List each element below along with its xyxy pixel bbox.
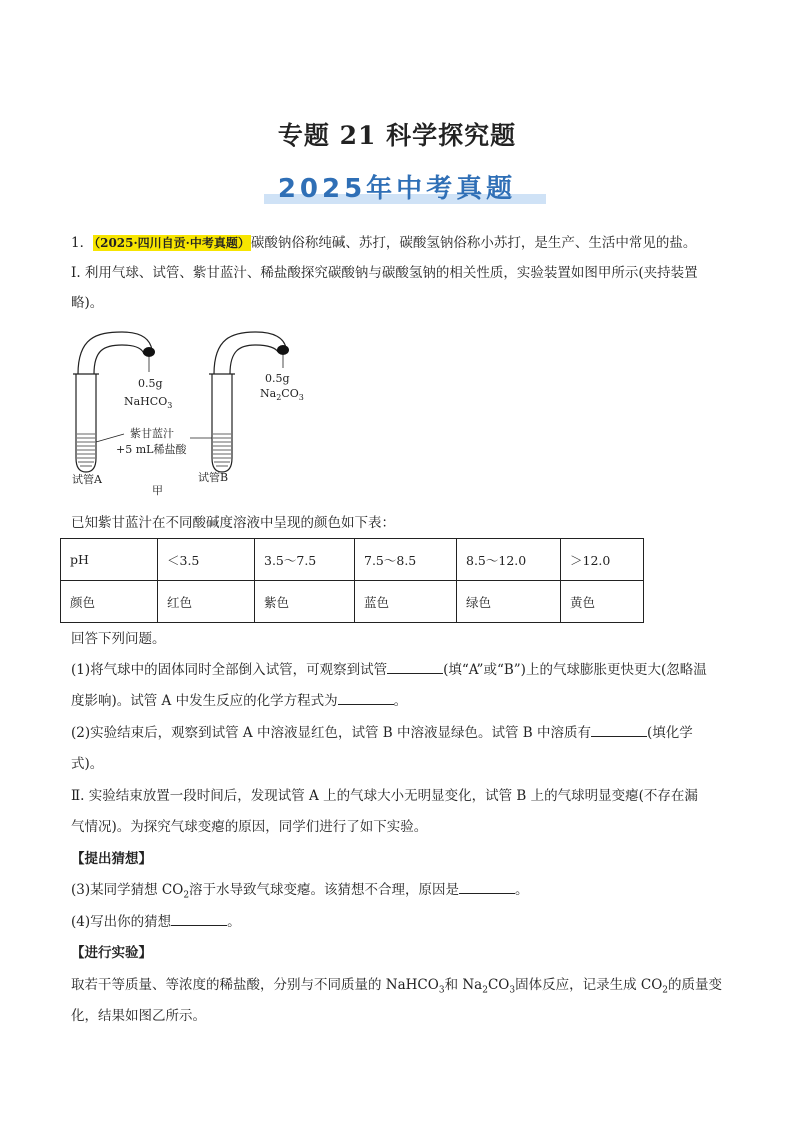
part2-line2: 气情况)。为探究气球变瘪的原因，同学们进行了如下实验。 [71,819,428,835]
balloon-b-formula: $Na_2CO_3$ [260,387,304,402]
answer-intro: 回答下列问题。 [71,631,166,647]
answer-blank[interactable] [459,879,515,894]
table-row [61,581,644,623]
color-table [60,538,644,623]
table-cell: pH [61,539,158,581]
table-cell: 蓝色 [355,581,457,623]
experiment-line2: 化，结果如图乙所示。 [71,1008,206,1024]
table-cell: 红色 [158,581,255,623]
liquid-label-1: 紫甘蓝汁 [130,427,174,440]
section-experiment-heading: 【进行实验】 [71,945,152,961]
table-cell: ＞12.0 [561,539,644,581]
question-1-intro [71,228,731,258]
table-row [61,539,644,581]
answer-blank[interactable] [338,690,394,705]
banner-text: 2025年中考真题 [277,174,517,204]
liquid-label-2: +5 mL稀盐酸 [116,443,187,456]
table-cell: ＜3.5 [158,539,255,581]
table-cell: 8.5～12.0 [457,539,561,581]
question-source-badge: （2025·四川自贡·中考真题） [94,236,250,250]
page-title: 专题 21 科学探究题 [277,121,517,150]
question-4: (4)写出你的猜想 。 [71,907,731,937]
question-intro-text: 碳酸钠俗称纯碱、苏打，碳酸氢钠俗称小苏打，是生产、生活中常见的盐。 [250,235,697,251]
apparatus-figure [66,330,326,500]
section-banner [244,166,550,210]
answer-blank[interactable] [591,722,647,737]
balloon-b [214,332,289,374]
table-cell: 3.5～7.5 [255,539,355,581]
figure-caption: 甲 [152,484,163,497]
balloon-a-formula: NaHCO$_3$ [124,395,173,410]
question-3: (3)某同学猜想 $CO_2$溶于水导致气球变瘪。该猜想不合理，原因是 。 [71,875,731,911]
balloon-b-mass: 0.5g [265,372,290,385]
balloon-a-mass: 0.5g [138,377,163,390]
question-1-2-line2: 式)。 [71,756,104,772]
table-cell: 绿色 [457,581,561,623]
answer-blank[interactable] [387,659,443,674]
tube-a-label: 试管A [72,473,102,486]
section-hypothesis-heading: 【提出猜想】 [71,851,152,867]
answer-blank[interactable] [171,911,227,926]
part1-line1: Ⅰ. 利用气球、试管、紫甘蓝汁、稀盐酸探究碳酸钠与碳酸氢钠的相关性质，实验装置如图甲所示(夹持装置 [71,265,698,281]
table-cell: 黄色 [561,581,644,623]
question-1-2-line1: (2)实验结束后，观察到试管 A 中溶液显红色，试管 B 中溶液显绿色。试管 B 中溶质有 (填化学 [71,718,731,748]
part2-line1: Ⅱ. 实验结束放置一段时间后，发现试管 A 上的气球大小无明显变化，试管 B 上的气球明显变瘪(不存在漏 [71,788,698,804]
question-1-1-line2: 度影响)。试管 A 中发生反应的化学方程式为 。 [71,686,731,716]
question-number: 1． [71,235,94,251]
tube-b-label: 试管B [198,471,229,484]
test-tube-b [209,374,235,472]
table-intro: 已知紫甘蓝汁在不同酸碱度溶液中呈现的颜色如下表： [71,515,395,531]
test-tube-a [73,374,99,472]
balloon-a [78,332,155,374]
table-cell: 颜色 [61,581,158,623]
part1-line2: 略)。 [71,295,104,311]
question-1-1-line1: (1)将气球中的固体同时全部倒入试管，可观察到试管 (填“A”或“B”)上的气球膨胀更快更大(忽略温 [71,655,731,685]
table-cell: 7.5～8.5 [355,539,457,581]
table-cell: 紫色 [255,581,355,623]
experiment-line1: 取若干等质量、等浓度的稀盐酸，分别与不同质量的 NaHCO$_3$和 $Na_2CO_3$固体反应，记录生成 $CO_2$的质量变 [71,977,723,996]
